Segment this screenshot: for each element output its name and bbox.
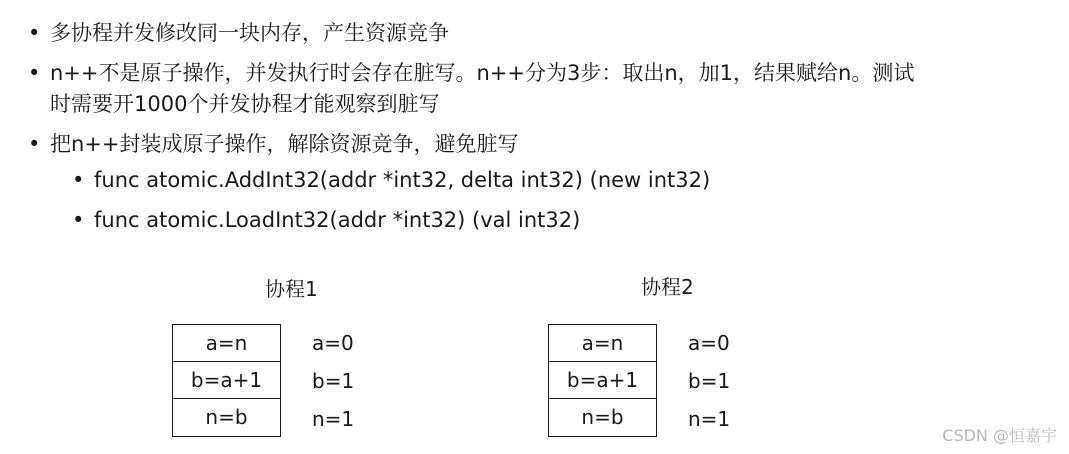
- bullet-list: [28, 18, 1048, 240]
- step-cell: n=b: [205, 405, 248, 429]
- bullet-dot: •: [28, 21, 41, 45]
- bullet-text-line-2: 时需要开1000个并发协程才能观察到脏写: [50, 92, 440, 116]
- value-text: n=1: [312, 407, 355, 431]
- value-column: [312, 324, 354, 438]
- step-cell: a=n: [549, 325, 656, 362]
- step-cell: a=n: [173, 325, 280, 362]
- step-table: [548, 324, 657, 437]
- coroutine-title: 协程1: [265, 277, 318, 301]
- watermark: CSDN @恒嘉宇: [942, 426, 1057, 445]
- bullet-dot: •: [28, 132, 41, 156]
- bullet-text: 多协程并发修改同一块内存，产生资源竞争: [50, 21, 449, 45]
- step-cell: b=a+1: [173, 362, 280, 399]
- bullet-item: [28, 18, 1048, 49]
- value-text: a=0: [312, 331, 354, 355]
- bullet-dot: •: [72, 168, 85, 192]
- sub-bullet-item: [72, 160, 1048, 200]
- value-text: b=1: [312, 369, 355, 393]
- sub-bullet-item: [72, 200, 1048, 240]
- code-text: func atomic.LoadInt32(addr *int32) (val int32): [94, 208, 581, 232]
- bullet-dot: •: [72, 208, 85, 232]
- bullet-text-line-1: n++不是原子操作，并发执行时会存在脏写。n++分为3步：取出n，加1，结果赋给n。测试: [50, 61, 915, 85]
- value-text: n=1: [688, 407, 731, 431]
- step-table: [172, 324, 281, 437]
- value-column: [688, 324, 730, 438]
- bullet-item: [28, 58, 1048, 120]
- coroutine-title: 协程2: [641, 275, 694, 299]
- bullet-text: 把n++封装成原子操作，解除资源竞争，避免脏写: [50, 132, 519, 156]
- step-cell: n=b: [581, 405, 624, 429]
- bullet-dot: •: [28, 61, 41, 85]
- step-cell: b=a+1: [549, 362, 656, 399]
- value-text: b=1: [688, 369, 731, 393]
- value-text: a=0: [688, 331, 730, 355]
- code-text: func atomic.AddInt32(addr *int32, delta int32) (new int32): [94, 168, 711, 192]
- bullet-item: [28, 129, 1048, 160]
